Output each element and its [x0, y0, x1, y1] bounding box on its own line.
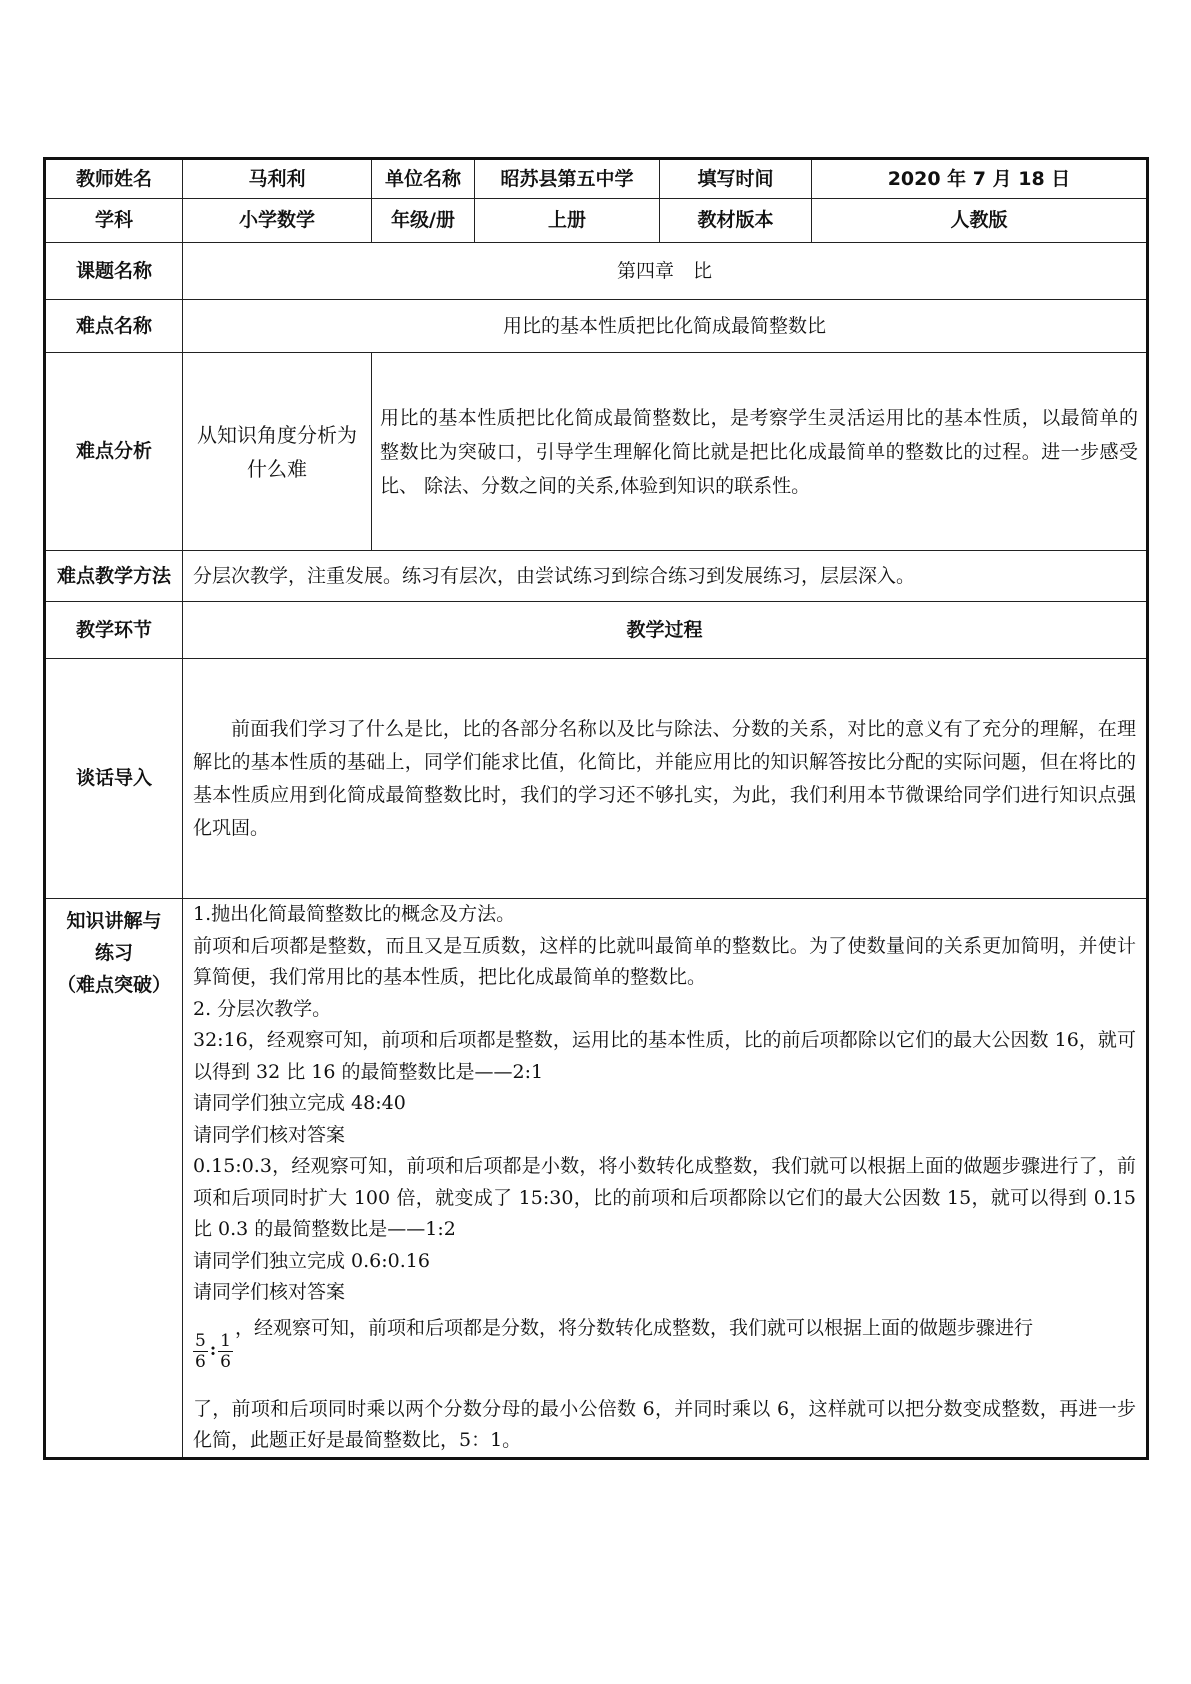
topic-row [45, 243, 1148, 300]
knowledge-line: 0.15:0.3，经观察可知，前项和后项都是小数，将小数转化成整数，我们就可以根据上面的做题步骤进行了，前项和后项同时扩大 100 倍，就变成了 15:30，比的前项和后项都除以它们的最大公因数 15，就可以得到 0.15 比 0.3 的最简整数比是——1:2 [193, 1155, 1136, 1240]
teacher-label: 教师姓名 [45, 159, 183, 199]
header-row-1 [45, 159, 1148, 199]
knowledge-label-line-2: 练习 [94, 942, 133, 964]
method-label: 难点教学方法 [45, 551, 183, 602]
analysis-sub-label: 从知识角度分析为什么难 [183, 353, 372, 551]
process-header-right: 教学过程 [183, 602, 1148, 659]
edition-label: 教材版本 [660, 199, 812, 243]
intro-text: 前面我们学习了什么是比，比的各部分名称以及比与除法、分数的关系，对比的意义有了充分的理解，在理解比的基本性质的基础上，同学们能求比值，化简比，并能应用比的知识解答按比分配的实际问题，但在将比的基本性质应用到化简成最简整数比时，我们的学习还不够扎实，为此，我们利用本节微课给同学们进行知识点强化巩固。 [193, 717, 1136, 839]
fraction-a-numerator: 5 [195, 1330, 206, 1351]
grade-value: 上册 [475, 199, 660, 243]
grade-label: 年级/册 [372, 199, 475, 243]
knowledge-line: 请同学们独立完成 0.6:0.16 [193, 1249, 430, 1272]
unit-name: 昭苏县第五中学 [475, 159, 660, 199]
fraction-line-text: ，经观察可知，前项和后项都是分数，将分数转化成整数，我们就可以根据上面的做题步骤进行 [234, 1316, 1033, 1339]
subject-value: 小学数学 [183, 199, 372, 243]
unit-label: 单位名称 [372, 159, 475, 199]
process-header-row [45, 602, 1148, 659]
knowledge-row [45, 899, 1148, 1459]
fraction-b-numerator: 1 [220, 1330, 231, 1351]
analysis-cell [372, 353, 1148, 551]
knowledge-line: 前项和后项都是整数，而且又是互质数，这样的比就叫最简单的整数比。为了使数量间的关系更加简明，并使计算简便，我们常用比的基本性质，把比化成最简单的整数比。 [193, 934, 1136, 988]
knowledge-last-line: 了，前项和后项同时乘以两个分数分母的最小公倍数 6，并同时乘以 6，这样就可以把分数变成整数，再进一步化简，此题正好是最简整数比，5：1。 [193, 1397, 1136, 1451]
knowledge-line: 32:16，经观察可知，前项和后项都是整数，运用比的基本性质，比的前后项都除以它们的最大公因数 16，就可以得到 32 比 16 的最简整数比是——2:1 [193, 1029, 1136, 1083]
fraction-line [193, 1313, 1136, 1372]
topic-label: 课题名称 [45, 243, 183, 300]
fraction-b-denominator: 6 [220, 1351, 231, 1372]
difficulty-label: 难点名称 [45, 300, 183, 353]
difficulty-row [45, 300, 1148, 353]
fill-date: 2020 年 7 月 18 日 [812, 159, 1148, 199]
intro-row [45, 659, 1148, 899]
knowledge-line: 请同学们独立完成 48:40 [193, 1092, 406, 1114]
intro-cell [183, 659, 1148, 899]
fraction-b [218, 1331, 233, 1372]
header-row-2 [45, 199, 1148, 243]
analysis-label: 难点分析 [45, 353, 183, 551]
topic-value: 第四章 比 [183, 243, 1148, 300]
knowledge-line: 请同学们核对答案 [193, 1123, 346, 1146]
fraction-a-denominator: 6 [195, 1351, 206, 1372]
edition-value: 人教版 [812, 199, 1148, 243]
fraction-a [193, 1331, 208, 1372]
knowledge-line: 请同学们核对答案 [193, 1281, 346, 1303]
knowledge-label-line-1: 知识讲解与 [66, 910, 162, 932]
method-row [45, 551, 1148, 602]
method-text: 分层次教学，注重发展。练习有层次，由尝试练习到综合练习到发展练习，层层深入。 [183, 551, 1148, 602]
teacher-name: 马利利 [183, 159, 372, 199]
process-header-left: 教学环节 [45, 602, 183, 659]
date-label: 填写时间 [660, 159, 812, 199]
knowledge-label-line-3: （难点突破） [56, 974, 171, 996]
subject-label: 学科 [45, 199, 183, 243]
lesson-plan-table [43, 157, 1149, 1460]
fraction-colon: : [209, 1340, 217, 1361]
analysis-row [45, 353, 1148, 551]
difficulty-value: 用比的基本性质把比化简成最简整数比 [183, 300, 1148, 353]
knowledge-label [45, 899, 183, 1459]
knowledge-line: 2. 分层次教学。 [193, 997, 332, 1020]
knowledge-line: 1.抛出化简最简整数比的概念及方法。 [193, 903, 516, 925]
analysis-text: 用比的基本性质把比化简成最简整数比，是考察学生灵活运用比的基本性质，以最简单的整数比为突破口，引导学生理解化简比就是把比化成最简单的整数比的过程。进一步感受比、 除法、分数之间的关系,体验到知识的联系性。 [380, 406, 1138, 497]
intro-label: 谈话导入 [45, 659, 183, 899]
fraction-ratio [193, 1331, 233, 1372]
knowledge-cell [183, 899, 1148, 1459]
